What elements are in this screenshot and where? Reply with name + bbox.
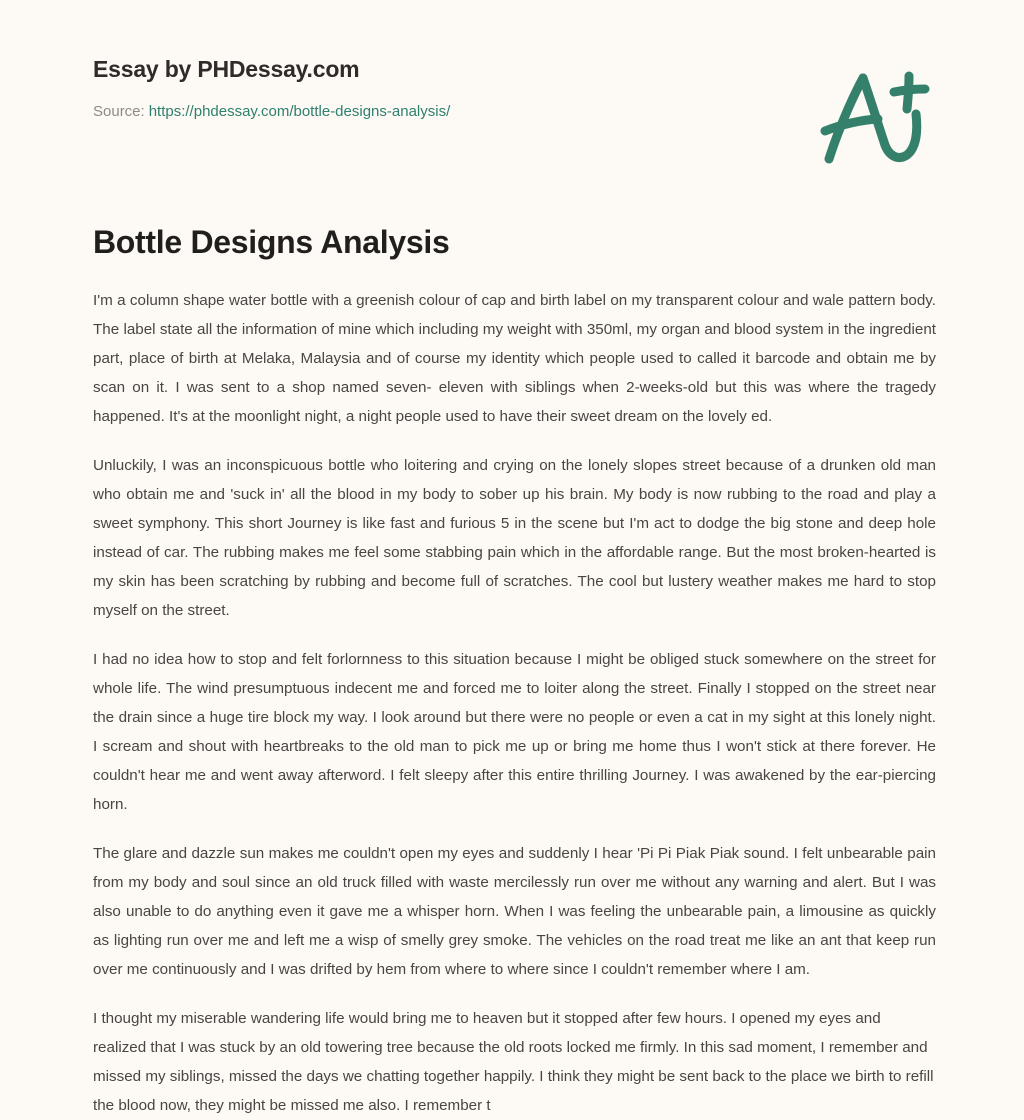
page-header [93, 56, 935, 176]
essay-paragraph: I'm a column shape water bottle with a greenish colour of cap and birth label on my transparent colour and wale pattern body. The label state all the information of mine which including my weight with 350ml, my organ and blood system in the ingredient part, place of birth at Melaka, Malaysia and of course my identity which people used to called it barcode and obtain me by scan on it. I was sent to a shop named seven- eleven with siblings when 2-weeks-old but this was where the tragedy happened. It's at the moonlight night, a night people used to have their sweet dream on the lovely ed. [93, 292, 936, 425]
source-line [93, 101, 935, 122]
source-label: Source: [93, 102, 145, 120]
essay-paragraph: Unluckily, I was an inconspicuous bottle who loitering and crying on the lonely slopes street because of a drunken old man who obtain me and 'suck in' all the blood in my body to sober up his brain. My body is now rubbing to the road and play a sweet symphony. This short Journey is like fast and furious 5 in the scene but I'm act to dodge the big stone and deep hole instead of car. The rubbing makes me feel some stabbing pain which in the affordable range. But the most broken-hearted is my skin has been scratching by rubbing and become full of scratches. The cool but lustery weather makes me hard to stop myself on the street. [93, 457, 936, 619]
essay-paragraph: I had no idea how to stop and felt forlornness to this situation because I might be obliged stuck somewhere on the street for whole life. The wind presumptuous indecent me and forced me to loiter along the street. Finally I stopped on the street near the drain since a huge tire block my way. I look around but there were no people or even a cat in my sight at this lonely night. I scream and shout with heartbreaks to the old man to pick me up or bring me home thus I won't stick at there forever. He couldn't hear me and went away afterword. I felt sleepy after this entire thrilling Journey. I was awakened by the ear-piercing horn. [93, 651, 936, 813]
a-plus-logo [812, 62, 932, 167]
essay-body [93, 286, 936, 1120]
page-title: Bottle Designs Analysis [93, 224, 450, 260]
essay-paragraph: I thought my miserable wandering life would bring me to heaven but it stopped after few hours. I opened my eyes and realized that I was stuck by an old towering tree because the old roots locked me firmly. In this sad moment, I remember and missed my siblings, missed the days we chatting together happily. I think they might be sent back to the place we birth to refill the blood now, they might be missed me also. I remember t [93, 1010, 934, 1114]
essay-paragraph: The glare and dazzle sun makes me couldn't open my eyes and suddenly I hear 'Pi Pi Piak Piak sound. I felt unbearable pain from my body and soul since an old truck filled with waste mercilessly run over me without any warning and alert. But I was also unable to do anything even it gave me a whisper horn. When I was feeling the unbearable pain, a limousine as quickly as lighting run over me and left me a wisp of smelly grey smoke. The vehicles on the road treat me like an ant that keep run over me continuously and I was drifted by hem from where to where since I couldn't remember where I am. [93, 845, 936, 978]
source-url-link[interactable]: https://phdessay.com/bottle-designs-analysis/ [148, 102, 451, 120]
brand-title: Essay by PHDessay.com [93, 56, 360, 82]
